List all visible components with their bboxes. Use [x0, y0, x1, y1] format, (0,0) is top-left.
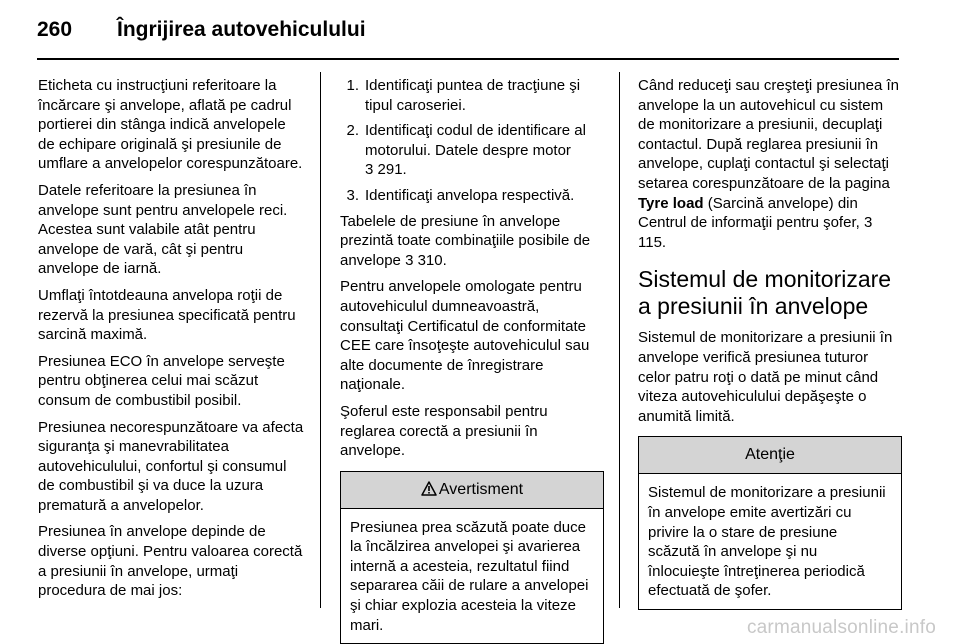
list-item — [340, 121, 604, 180]
paragraph: Eticheta cu instrucţiuni referitoare la încărcare şi anvelope, aflată pe cadrul portierei din stânga indică anvelopele de echipare originală şi presiunile de umflare a anvelopelor corespunzătoare. — [38, 77, 303, 173]
step-number: 2. — [346, 122, 359, 140]
list-item — [340, 186, 604, 206]
column-left — [38, 76, 306, 608]
step-text: Identificaţi puntea de tracţiune şi tipul caroseriei. — [365, 77, 581, 114]
header-rule — [37, 58, 899, 60]
column-right — [638, 76, 902, 610]
step-content — [365, 121, 604, 180]
page-header — [37, 18, 917, 48]
paragraph: Datele referitoare la presiunea în anvelope sunt pentru anvelopele reci. Acestea sunt valabile atât pentru anvelope de vară, cât şi pentru anvelope de iarnă. — [38, 181, 288, 278]
paragraph: Presiunea necorespunzătoare va afecta siguranţa şi manevrabilitatea autovehiculului, confortul şi consumul de combustibil şi va duce la uzura prematură a anvelopelor. — [38, 418, 304, 514]
list-item — [340, 76, 604, 115]
paragraph: Presiunea în anvelope depinde de diverse opţiuni. Pentru valoarea corectă a presiunii în anvelope, urmaţi procedura de mai jos: — [38, 523, 303, 600]
column-divider — [320, 72, 321, 608]
page-number: 260 — [37, 18, 73, 41]
paragraph: Şoferul este responsabil pentru reglarea corectă a presiunii în anvelope. — [340, 402, 548, 460]
page-reference-link[interactable]: 3 291. — [365, 161, 407, 179]
warning-title: Avertisment — [438, 480, 524, 498]
menu-term: Tyre load — [638, 194, 704, 212]
paragraph: Pentru anvelopele omologate pentru autovehiculul dumneavoastră, consultaţi Certificatul de conformitate CEE care însoţeşte autovehiculul sau alte documente de înregistrare naţionale. — [340, 278, 590, 394]
column-middle — [340, 76, 604, 644]
column-divider — [619, 72, 620, 608]
warning-header — [341, 472, 603, 509]
notice-text: Sistemul de monitorizare a presiunii în anvelope emite avertizări cu privire la o stare de presiune scăzută în anvelope şi nu înlocuieşte întreţinerea periodică efectuată de şofer. — [648, 484, 886, 600]
step-number: 1. — [346, 77, 359, 94]
watermark: carmanualsonline.info — [746, 617, 936, 638]
warning-triangle-icon — [421, 481, 437, 496]
notice-header: Atenţie — [639, 437, 901, 474]
paragraph: Umflaţi întotdeauna anvelopa roţii de rezervă la presiunea specificată pentru sarcină maximă. — [38, 286, 296, 344]
step-number: 3. — [346, 186, 359, 204]
paragraph: Sistemul de monitorizare a presiunii în anvelope verifică presiunea tuturor celor patru roţi o dată pe minut când viteza autovehiculului depăşeşte o anumită limită. — [638, 329, 893, 425]
step-text: Identificaţi codul de identificare al motorului. Datele despre motor — [365, 122, 586, 159]
chapter-title: Îngrijirea autovehiculului — [117, 18, 366, 41]
step-text: Identificaţi anvelopa respectivă. — [365, 186, 575, 204]
warning-text: Presiunea prea scăzută poate duce la încălzirea anvelopei şi avarierea internă a acesteia, rezultatul fiind separarea căii de rulare a anvelopei şi chiar explozia acesteia la viteze mari. — [350, 518, 589, 634]
notice-box — [638, 436, 902, 610]
paragraph: Când reduceţi sau creşteţi presiunea în anvelope la un autovehicul cu sistem de monitorizare a presiunii, decuplaţi contactul. După reglarea presiunii în anvelope, cuplaţi contactul şi selectaţi setarea corespunzătoare de la pagina Tyre load (Sarcină anvelope) din Centrul de informaţii pentru şofer, 3 115. — [638, 77, 899, 251]
procedure-list — [340, 76, 604, 206]
paragraph: Tabelele de presiune în anvelope prezintă toate combinaţiile posibile de anvelope 3 310. — [340, 212, 591, 269]
warning-box — [340, 471, 604, 644]
section-heading: Sistemul de monitorizare a presiunii în anvelope — [638, 266, 892, 320]
page-reference-link[interactable]: 3 115. — [638, 214, 873, 251]
page-reference-link[interactable]: 3 310. — [405, 251, 447, 269]
paragraph: Presiunea ECO în anvelope serveşte pentru obţinerea celui mai scăzut consum de combustibil posibil. — [38, 352, 285, 409]
